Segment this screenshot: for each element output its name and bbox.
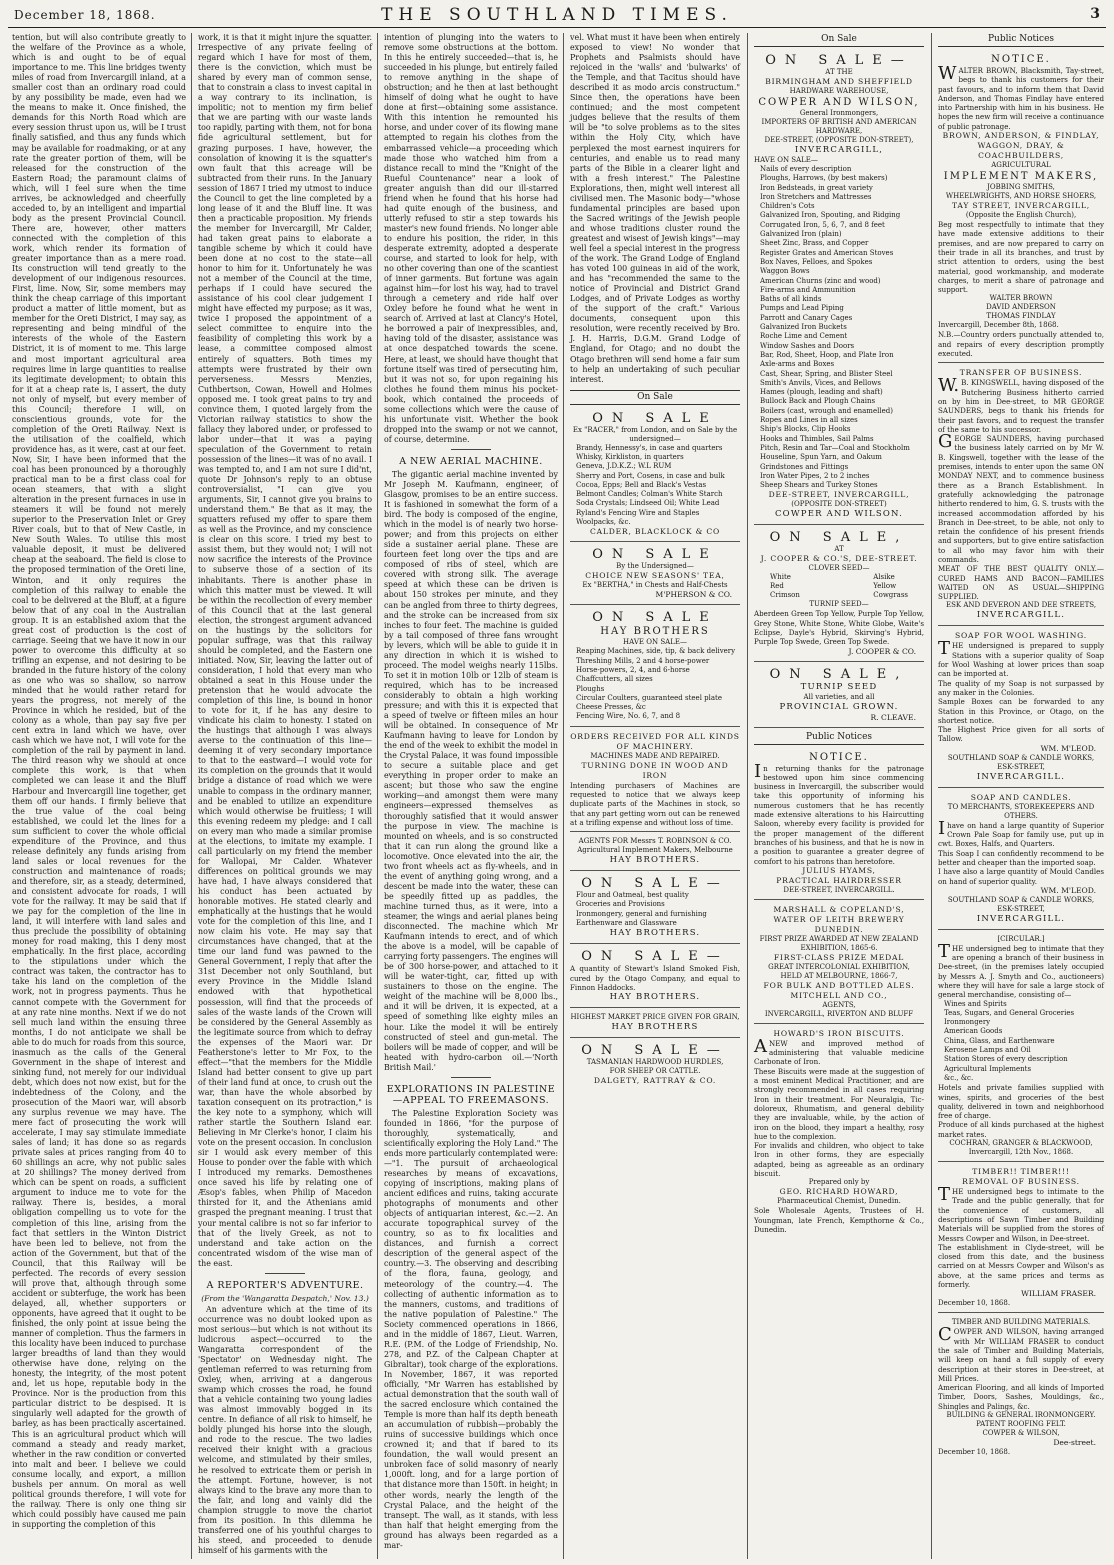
ad-headline: ON SALE— bbox=[581, 949, 729, 965]
ad-signature: CALDER, BLACKLOCK & CO bbox=[589, 527, 721, 537]
ad-signature: WM. M'LEOD. bbox=[1040, 885, 1096, 895]
ad-item: Groceries and Provisions bbox=[576, 900, 665, 909]
advert-removal-of-business bbox=[938, 1165, 1104, 1313]
ad-text: CLOVER SEED— bbox=[808, 564, 870, 573]
ad-item: Yellow bbox=[873, 582, 897, 591]
ad-item: Cocoa, Epps; Bell and Black's Vestas bbox=[576, 480, 707, 489]
ad-text: All varieties, and all bbox=[803, 692, 875, 701]
ad-text: HIGHEST MARKET PRICE GIVEN FOR GRAIN, bbox=[570, 1013, 740, 1022]
ad-item: Flour and Oatmeal, best quality bbox=[576, 891, 689, 900]
advert-transfer-of-business bbox=[938, 366, 1104, 626]
ad-text: AGENTS, bbox=[822, 1000, 856, 1009]
ad-item: Agricultural Implements bbox=[944, 1064, 1032, 1073]
ad-paragraph: THE undersigned begs to intimate to the Trade and the public generally, that for the convenience of customers, all descriptions of Sawn Timber and Building Materials will be supplied from the stores of Messrs Cowper and Wilson, in Dee-street. bbox=[938, 1184, 1104, 1243]
ad-item: Ship's Blocks, Clip Hooks bbox=[760, 425, 851, 434]
ad-item: Pumps and Lead Piping bbox=[760, 304, 844, 313]
article-headline: A NEW AERIAL MACHINE. bbox=[399, 455, 543, 467]
ad-text: FIRST-CLASS PRIZE MEDAL bbox=[773, 952, 905, 962]
ad-item: White bbox=[770, 573, 791, 582]
ad-headline: REMOVAL OF BUSINESS. bbox=[962, 1177, 1080, 1187]
ad-address: (Opposite the English Church), bbox=[965, 211, 1077, 220]
ad-item: Cheese Presses, &c bbox=[576, 703, 646, 712]
ad-item: Sherry and Port, Cosens, in case and bulk bbox=[576, 471, 725, 480]
ad-paragraph: THE undersigned beg to intimate that they are opening a branch of their business in Dee-street, (in the premises lately occupied by Messrs A. J. Smyth and Co., auctioneers) where they will have for sale a large stock of general merchandise, consisting of— bbox=[938, 940, 1104, 1000]
ad-signature: JULIUS HYAMS, bbox=[802, 865, 876, 875]
ad-date: December 10, 1868. bbox=[938, 1447, 1011, 1456]
ad-paragraph: These Biscuits were made at the suggestion of a most eminent Medical Practitioner, and are strongly recommended in all cases requiring Iron in their treatment. For Neuralgia, Tic-doloreux, Rhumatism, and general debility they are invaluable, while, by the action of iron on the blood, they impart a healthy, rosy hue to the complexion. bbox=[754, 1066, 924, 1141]
ad-headline: ON SALE bbox=[592, 547, 718, 563]
ad-text: TURNIP SEED— bbox=[809, 600, 869, 609]
advert-brown-anderson bbox=[938, 51, 1104, 363]
ad-text: TIMBER!! TIMBER!!! bbox=[972, 1167, 1070, 1177]
article-source: (From the 'Wangaratta Despatch,' Nov. 13.) bbox=[201, 1293, 369, 1303]
ad-signature: DALGETY, RATTRAY & CO. bbox=[593, 1076, 717, 1086]
ad-headline: NOTICE. bbox=[991, 54, 1051, 65]
ad-item: Cowgrass bbox=[873, 591, 908, 600]
ad-item: Chaffcutters, all sizes bbox=[576, 675, 653, 684]
ad-address: ESK-STREET, bbox=[997, 904, 1045, 913]
ad-text: INVERCARGILL, bbox=[794, 145, 884, 155]
ad-paragraph: The Highest Price given for all sorts of Tallow. bbox=[938, 725, 1104, 744]
ad-headline: ON SALE bbox=[592, 410, 718, 426]
ad-paragraph: COWPER AND WILSON, having arranged with Mr WILLIAM FRASER to conduct the sale of Timber and Building Materials, will keep on hand a full supply of every description at their stores in Dee-street, at Mill Prices. bbox=[938, 1324, 1104, 1383]
ad-signature: WALTER BROWN bbox=[989, 294, 1053, 303]
ad-text: WATER OF LEITH BREWERY bbox=[773, 914, 905, 924]
ad-text: J. COOPER & CO.'S, DEE-STREET. bbox=[760, 554, 918, 564]
column-divider bbox=[191, 33, 192, 1559]
ad-item: Boilers (cast, wrough and enamelled) bbox=[760, 406, 893, 415]
ad-headline: ON SALE bbox=[592, 610, 718, 626]
article-rule bbox=[451, 1077, 491, 1078]
ad-address: TAY STREET, INVERCARGILL, bbox=[951, 201, 1091, 211]
article-paragraph: An adventure which at the time of its occurrence was no doubt looked upon as most serious—but which is not without its ludicrous aspect—occurred to the Wangaratta correspondent of the 'Spectator' on Wednesday night. The gentleman referred to was returning from Oxley, when, arriving at a dangerous swamp which crosses the road, he found that a vehicle containing two young ladies was almost immovably bogged in its centre. In defiance of all risk to himself, he boldly plunged his horse into the slough, and rode to the rescue. The two ladies received their knight with a gracious welcome, and stimulated by their smiles, he resolved to extricate them or perish in the attempt. Fortune, however, is not always kind to the brave any more than to the fair, and long and vainly did the champion struggle to move the chariot from its position. In this dilemma he transferred one of his youthful charges to his steed, and proceeded to denude himself of his garments with the bbox=[198, 1304, 372, 1555]
ad-paragraph: Hotels and private families supplied with wines, spirits, and groceries of the best quality, delivered in town and neighborhood free of charge. bbox=[938, 1083, 1104, 1121]
ad-text: IMPORTERS OF BRITISH AND AMERICAN HARDWARE, bbox=[761, 118, 917, 135]
ad-headline: HOWARD'S IRON BISCUITS. bbox=[773, 1028, 905, 1038]
ad-text: [CIRCULAR.] bbox=[997, 934, 1045, 943]
ad-text: TASMANIAN HARDWOOD HURDLES, bbox=[586, 1058, 724, 1067]
ad-text: FOR BULK AND BOTTLED ALES. bbox=[763, 980, 915, 990]
ad-headline: ON SALE— bbox=[581, 1043, 729, 1059]
ad-item: Corrugated Iron, 5, 6, 7, and 8 feet bbox=[760, 220, 885, 229]
article-headline: A REPORTER'S ADVENTURE. bbox=[206, 1279, 364, 1291]
article-rule bbox=[451, 449, 491, 450]
ad-item: Ryland's Fencing Wire and Staples bbox=[576, 508, 700, 517]
ad-paragraph: Intending purchasers of Machines are requested to notice that we always keep duplicate parts of the Machines in stock, so that any part getting worn out can be renewed at a trifling expense and without loss of time. bbox=[570, 780, 740, 827]
ad-headline: TRANSFER OF BUSINESS. bbox=[959, 368, 1083, 378]
section-heading: Public Notices bbox=[754, 731, 924, 745]
ad-firm: HAY BROTHERS. bbox=[609, 992, 701, 1003]
advert-cleave bbox=[754, 665, 924, 728]
ad-address: INVERCARGILL. bbox=[976, 610, 1066, 621]
ad-firm: SOUTHLAND SOAP & CANDLE WORKS, bbox=[947, 753, 1095, 762]
ad-text: HAVE ON SALE— bbox=[623, 638, 687, 647]
advert-hyams bbox=[754, 749, 924, 900]
advert-mcpherson bbox=[570, 545, 740, 605]
ad-headline: ON SALE, bbox=[769, 530, 909, 546]
ad-item: Waggon Bows bbox=[760, 267, 810, 276]
article-paragraph: intention of plunging into the waters to remove some obstructions at the bottom. In this he entirely succeeded—that is, he succeeded in his plunge, but entirely failed to remove anything in the shape of obstruction; and he then at last bethought himself of doing what he ought to have done at first—obtaining some assistance. With this intention he remounted his horse, and under cover of its flowing mane attempted to regain his clothes from the embarrassed vehicle—a proceeding which made those who watched him from a distance recall to mind the "Knight of the Rueful Countenance" near a look of greater anguish than did our ill-starred friend when he found that his horse had had quite enough of the business, and utterly refused to stir a step towards his master's new found friends. No longer able to endure his position, the rider, in this desperate extremity, adopted a desperate course, and started to look for help, with no other covering than one of the scantiest of inner garments. But fortune was again against him—for lost his way, had to travel through a cemetery and ride half over Oxley before he found what he went in search of. Arrived at last at Clancy's Hotel, he borrowed a pair of inexpressibles, and, having told of the disaster, assistance was at once despatched towards the scene. Here, at least, we should have thought that fortune itself was tired of persecuting him, but it was not so, for upon regaining his clothes he found them minus his pocket-book, which contained the proceeds of some collections which were the cause of his unfortunate visit. Whether the book dropped into the swamp or not we cannot, of course, determine. bbox=[384, 33, 558, 444]
ad-item: China, Glass, and Earthenware bbox=[944, 1036, 1055, 1045]
ad-text: AT bbox=[834, 545, 844, 554]
ad-signature: R. CLEAVE. bbox=[870, 712, 916, 722]
ad-item: Register Grates and American Stoves bbox=[760, 248, 894, 257]
ad-address: INVERCARGILL. bbox=[976, 771, 1066, 782]
ad-paragraph: The quality of my Soap is not surpassed by any maker in the Colonies. bbox=[938, 678, 1104, 697]
advert-howard-biscuits bbox=[754, 1027, 924, 1238]
ad-item: Box Naves, Felloes, and Spokes bbox=[760, 257, 873, 266]
ad-item: Alsike bbox=[873, 573, 895, 582]
ad-item: Soda Crystals; Lindseed Oil; White Lead bbox=[576, 499, 720, 508]
ad-item: Teas, Sugars, and General Groceries bbox=[944, 1008, 1075, 1017]
column-5 bbox=[750, 33, 928, 1559]
ad-item: Fire-arms and Ammunition bbox=[760, 285, 856, 294]
ad-text: WAGGON, DRAY, & COACHBUILDERS, bbox=[977, 141, 1065, 161]
ad-text: ORDERS RECEIVED FOR ALL KINDS OF MACHINERY. bbox=[570, 731, 740, 751]
column-4 bbox=[566, 33, 744, 1559]
ad-signature: J. COOPER & CO. bbox=[848, 646, 916, 656]
ad-item: Bar, Rod, Sheet, Hoop, and Plate Iron bbox=[760, 350, 894, 359]
ad-signature: COWPER AND WILSON. bbox=[774, 509, 904, 520]
column-divider bbox=[563, 33, 564, 1559]
ad-item: Station Stores of every description bbox=[944, 1055, 1068, 1064]
column-divider bbox=[931, 33, 932, 1559]
ad-item: Galvanized Iron (plain) bbox=[760, 230, 842, 239]
ad-firm: TURNIP SEED bbox=[800, 681, 878, 692]
ad-address: ESK AND DEVERON AND DEE STREETS, bbox=[945, 601, 1097, 610]
ad-item: Nails of every description bbox=[760, 165, 852, 173]
column-6 bbox=[934, 33, 1108, 1559]
ad-paragraph: Beg most respectfully to intimate that they have made extensive additions to their premises, and are now prepared to carry on their trade in all its branches, and trust by strict attention to orders, using the best material, good workmanship, and moderate charges, to merit a share of patronage and support. bbox=[938, 220, 1104, 295]
ad-paragraph: GEORGE SAUNDERS, having purchased the business lately carried on by Mr W. B. Kingswell, together with the lease of the premises, intends to enter upon the same ON MONDAY NEXT, and to commence business there as a Branch Establishment. In gratefully acknowledging the patronage hitherto rendered to him, G. S. trusts with the increased accommodation afforded by his Branch in Dee-street, to be able, not only to retain the confidence of his present friends and supporters, but to give entire satisfaction to all who may favor him with their commands. bbox=[938, 431, 1104, 564]
ad-item: Bullock Back and Plough Chains bbox=[760, 397, 876, 406]
ad-signature: COCHRAN, GRANGER & BLACKWOOD, bbox=[949, 1139, 1093, 1148]
advert-dalgety bbox=[570, 1041, 740, 1090]
ad-firm: HAY BROTHERS. bbox=[609, 855, 701, 866]
clover-seed-list bbox=[754, 573, 924, 600]
advert-cowper-wilson bbox=[754, 51, 924, 525]
ad-text: IMPLEMENT MAKERS, bbox=[943, 171, 1099, 183]
ad-paragraph: N.B.—Country orders punctually attended to, and repairs of every description promptly executed. bbox=[938, 330, 1104, 359]
ad-item: Parrott and Canary Cages bbox=[760, 313, 853, 322]
ad-item: Hooks and Thimbles, Sail Palms bbox=[760, 434, 874, 443]
ad-firm: HAY BROTHERS. bbox=[609, 928, 701, 939]
section-heading: On Sale bbox=[754, 33, 924, 47]
article-paragraph: The gigantic aerial machine invented by Mr Joseph M. Kaufmann, engineer, of Glasgow, promises to be an entire success. It is fashioned in somewhat the form of a bird. The body is composed of the engine, which in the model is of nearly two horse-power; and from this projects on either side a sustainer aerial plane. These are fourteen feet long over the tips and are composed of ribs of steel, which are covered with strong silk. The average speed at which these can be driven is about 150 strokes per minute, and they can be angled from three to thirty degrees, and the stroke can be increased from six inches to four feet. The machine is guided by a tail composed of three fans wrought by levers, which will be able to guide it in any direction in which it is wished to proceed. The model weighs nearly 115lbs. To set it in motion 10lb or 12lb of steam is required, which has to be increased considerably to obtain a high working pressure; and with this it is expected that a speed of twelve or fifteen miles an hour will be obtained. In consequence of Mr Kaufmann having to leave for London by the end of the week to exhibit the model in the Crystal Palace, it was found impossible to secure a suitable place and get everything in proper order to make an ascent; but those who saw the engine working—and amongst them were many engineers—expressed themselves as thoroughly satisfied that it would answer the purpose in view. The machine is mounted on wheels, and is so constructed that it can run along the ground like a locomotive. Once elevated into the air, the two front wheels act as fly-wheels, and in the event of anything going wrong, and a descent be made into the water, these can be speedily fitted up as paddles, the machine turned thus, as it were, into a steamer, the wings and aerial planes being disconnected. The machine which Mr Kaufmann intends to erect, and of which the above is a model, will be capable of carrying forty passengers. The engines will be of 300 horse-power, and attached to it will be water-tight, car, fitted up with sustainers to those on the engine. The weight of the machine will be 8,000 lbs., and it will be driven, it is expected, at a speed of something like eighty miles an hour. Like the model it will be entirely constructed of steel and gun-metal. The boilers will be made of copper, and will be heated with hydro-carbon oil.—'North British Mail.' bbox=[384, 469, 558, 1072]
ad-item: Iron Bedsteads, in great variety bbox=[760, 183, 873, 192]
ad-text: Agricultural Implement Makers, Melbourne bbox=[577, 846, 733, 855]
ad-signature: DAVID ANDERSON bbox=[986, 303, 1056, 312]
ad-firm: HAY BROTHERS bbox=[611, 1022, 699, 1033]
column-divider bbox=[377, 33, 378, 1559]
advert-machinery-orders bbox=[570, 730, 740, 832]
ad-date: December 10, 1868. bbox=[938, 1299, 1011, 1308]
advert-cochran-granger bbox=[938, 933, 1104, 1162]
ad-date: Invercargill, December 8th, 1868. bbox=[938, 321, 1059, 330]
column-1 bbox=[8, 33, 190, 1559]
ad-text: AT THE bbox=[825, 68, 853, 76]
column-2 bbox=[194, 33, 376, 1559]
ad-text: HELD AT MELBOURNE, 1866-7, bbox=[780, 971, 898, 980]
article-paragraph: work, it is that it might injure the squatter. Irrespective of any private feeling of regard which I have for most of them, there is the conviction, which must be shared by every man of common sense, that to constrain a class to invest capital in a way contrary to its inclination, is impolitic; not to mention my firm belief that we are parting with our waste lands too rapidly, parting with them, not for bona fide agricultural settlement, but for grazing purposes. I have, however, the consolation of knowing it is the squatter's own fault that this acreage will be subtracted from their runs. In the January session of 1867 I tried my utmost to induce the Council to get the line completed by a long lease of it and the Bluff line. It was then a practicable proposition. My friends the member for Invercargill, Mr Calder, had taken great pains to elaborate a tangible scheme by which it could have been done at no cost to the state—all honor to him for it. Unfortunately he was not a member of the Council at the time, perhaps if I could have secured the assistance of his cool clear judgement I might have effected my purpose; as it was, twice I proposed the appointment of a select committee to enquire into the feasibility of completing this work by a lease, a committee composed almost entirely of squatters. Both times my attempts were frustrated by their own perverseness. Messrs Menzies, Cuthbertson, Cowan, Howell and Holmes opposed me. I took great pains to try and convince them, I quoted largely from the Victorian railway statistics to show the fallacy they labored under, or professed to labor under—that it was a paying speculation of the Government to retain possession of the lines—it was of no avail. I was tempted to, and I am not sure I did'nt, quote Dr Johnson's reply to an obtuse controversialist, "I can give you arguments, Sir, I cannot give you brains to understand them." Be that as it may, the squatters refused my offer to spare them as well as the Province, and my conscience is clear on this score. I tried my best to assist them, but they would not; I will not now sacrifice the interests of the Province to subserve those of a section of its inhabitants. There is another phase in which this matter must be viewed. It will be within the recollection of every member of this Council that at the last general election, the strongest argument advanced on the hustings by the solicitors for popular suffrage, was that this railway should be completed, and the Eastern one initiated. Now, Sir, leaving the latter out of consideration, I hold that every man who obtained a seat in this House under the pretension that he would advocate the completion of this line, is bound in honor to vote for it, if he has any desire to vindicate his claim to honesty. I stated on the hustings that although I was always averse to the continuation of this line—deeming it of very secondary importance to that to the eastward—I would vote for its completion on the grounds that it would bridge a distance of road which we were unable to compass in the ordinary manner, and be enabled to utilize an expenditure which would otherwise be fruitless; I will this evening redeem my pledge: and I call on every man who made a similar promise at the elections, to imitate my example. I call particularly on my friend the member for Wallopai, Mr Calder. Whatever differences on political grounds we may have had, I have always considered that his conduct has been actuated by honorable motives. He stated clearly and emphatically at the hustings that he would vote for the completion of this line, and I now claim his vote. He may say that circumstances have changed, that at the time our land fund was pawned to the General Government, I reply that after the 31st December not only Southland, but every Province in the Middle Island endowed with that hypothetical possession, will find that the proceeds of sales of the waste lands of the Crown will be considered by the General Assembly as the legitimate source from which to defray the expenses of the Maori war. Dr Featherstone's letter to Mr Fox, to the effect—"that the members for the Middle Island had better consent to give up part of their land fund at once, to crush out the war, than have the whole absorbed by taxation consequent on its protraction," is the key note to a symphony, which will rather startle the Southern Island ear. Believing in Mr Clerke's honor, I claim his vote on the present occasion. In conclusion sir I would ask every member of this House to ponder over the fable with which I introduced my remarks. Demosthenes once saved his life by relating one of Æsop's fables, when Philip of Macedon thirsted for it, and the Athenians amid grasped the pregnant meaning. I trust that your mental calibre is not so far inferior to that of the lively Greek, as not to understand and take action on the concentrated wisdom of the wise man of the east. bbox=[198, 33, 372, 1268]
ad-item: American Goods bbox=[944, 1027, 1003, 1036]
newspaper-title: THE SOUTHLAND TIMES. bbox=[381, 5, 733, 25]
ad-text: AGENTS FOR Messrs T. ROBINSON & CO. bbox=[578, 837, 732, 846]
ad-item: American Churns (zinc and wood) bbox=[760, 276, 881, 285]
ad-text: GREAT INTERCOLONIAL EXHIBITION, bbox=[768, 962, 910, 971]
advert-hay-fish bbox=[570, 947, 740, 1008]
ad-item: &c., &c. bbox=[944, 1073, 974, 1082]
ad-signature: WILLIAM FRASER. bbox=[1021, 1289, 1096, 1299]
ad-text: DUNEDIN. bbox=[814, 924, 864, 934]
ad-paragraph: MEAT OF THE BEST QUALITY ONLY.—CURED HAMS AND BACON—FAMILIES WAITED ON AS USUAL—SHIPPING SUPPLIED. bbox=[938, 564, 1104, 602]
ad-text: MITCHELL AND CO., bbox=[790, 990, 888, 1000]
ad-item: Crimson bbox=[770, 591, 800, 600]
ad-text: JOBBING SMITHS, bbox=[987, 183, 1055, 192]
article-paragraph: The Palestine Exploration Society was founded in 1866, "for the purpose of thoroughly, systematically, and scientifically exploring the Holy Land." The ends more particularly contemplated were:—"1. The pursuit of archaeological researches by means of excavations, copying of inscriptions, making plans of ancient edifices and ruins, taking accurate photographs of monuments and other objects of antiquarian interest, &c.—2. An accurate topographical survey of the country, so as to fix localities and distances, and furnish a correct description of the general aspect of the country.—3. The observing and describing of the flora, fauna, geology, and meteorology of the country.—4. The collecting of authentic information as to the manners, customs, and traditions of the native population of Palestine." The Society commenced operations in 1866, and in the middle of 1867, Lieut. Warren, R.E. (P.M. of the Lodge of Friendship, No. 278, and P.Z. of the Calpean Chapter at Gibraltar), took charge of the explorations. In November, 1867, it was reported officially, "Mr Warren has established by actual demonstration that the south wall of the sacred enclosure which contained the Temple is more than half its depth beneath an accumulation of rubbish—probably the ruins of successive buildings which once crowned it; and that if bared to its foundation, the wall would present an unbroken face of solid masonry of nearly 1,000ft. long, and for a large portion of that distance more than 150ft. in height; in other words, nearly the length of the Crystal Palace, and the height of the transept. The wall, as it stands, with less than half that height emerging from the ground has always been regarded as a mar- bbox=[384, 1108, 558, 1550]
column-divider bbox=[747, 33, 748, 1559]
advert-timber-building bbox=[938, 1316, 1104, 1461]
ad-paragraph: I have also a large quantity of Mould Candles on hand of superior quality. bbox=[938, 867, 1104, 886]
ad-firm: BROWN, ANDERSON, & FINDLAY, bbox=[942, 131, 1100, 141]
ad-signature: GEO. RICHARD HOWARD, bbox=[779, 1187, 899, 1197]
ad-item: Reaping Machines, side, tip, & back delivery bbox=[576, 647, 736, 656]
article-rule bbox=[265, 1273, 305, 1274]
ad-paragraph: American Flooring, and all kinds of Imported Timber, Doors, Sashes, Mouldings, &c., Shingles and Palings, &c. bbox=[938, 1383, 1104, 1411]
ad-address: Dee-street. bbox=[1053, 1437, 1096, 1447]
ad-firm: COWPER AND WILSON, bbox=[758, 97, 920, 108]
ad-item: Axle-arms and Boxes bbox=[760, 360, 835, 369]
ad-text: CHOICE NEW SEASONS' TEA, bbox=[585, 571, 725, 581]
ad-item: Circular Coulters, guaranteed steel plate bbox=[576, 693, 723, 702]
ad-item: Smith's Anvils, Vices, and Bellows bbox=[760, 378, 881, 387]
advert-cooper bbox=[754, 528, 924, 661]
ad-paragraph: Sample Boxes can be forwarded to any Station in this Province, or Otago, on the shortest notice. bbox=[938, 697, 1104, 725]
advert-soap-candles bbox=[938, 791, 1104, 930]
ad-item: Ropes and Lines in all sizes bbox=[760, 416, 858, 425]
article-headline: EXPLORATIONS IN PALESTINE—APPEAL TO FREEMASONS. bbox=[386, 1083, 556, 1106]
masthead bbox=[0, 0, 1114, 30]
ad-paragraph: This Soap I can confidently recommend to be better and cheaper than the imported soap. bbox=[938, 848, 1104, 867]
ad-firm: MARSHALL & COPELAND'S, bbox=[773, 904, 905, 914]
advert-soap-wool bbox=[938, 629, 1104, 787]
advert-hay-groceries bbox=[570, 874, 740, 944]
ad-paragraph: THE undersigned is prepared to supply Stations with a superior quality of Soap for Wool Washing at lower prices than soap can be imported at. bbox=[938, 638, 1104, 679]
ad-text: TO MERCHANTS, STOREKEEPERS AND OTHERS. bbox=[947, 802, 1095, 820]
ad-address: DEE-STREET, INVERCARGILL. bbox=[783, 885, 895, 894]
ad-firm: HAY BROTHERS bbox=[600, 626, 710, 638]
ad-paragraph: Produce of all kinds purchased at the highest market rates. bbox=[938, 1120, 1104, 1139]
ad-paragraph: For invalids and children, who object to take Iron in other forms, they are especially adapted, being as agreeable as an ordinary biscuit. bbox=[754, 1141, 924, 1178]
ad-item: Horse-powers, 2, 4, and 6-horse bbox=[576, 665, 690, 674]
ad-signature: WM. M'LEOD. bbox=[1040, 743, 1096, 753]
ad-text: PATENT ROOFING FELT. bbox=[976, 1419, 1066, 1428]
ad-address: INVERCARGILL, RIVERTON AND BLUFF bbox=[764, 1009, 914, 1018]
ad-text: General Ironmongers, bbox=[799, 109, 879, 117]
ad-item: Red bbox=[770, 582, 784, 591]
page-number: 3 bbox=[1090, 6, 1100, 22]
ad-headline: ON SALE— bbox=[581, 876, 729, 892]
ad-signature: THOMAS FINDLAY bbox=[986, 312, 1056, 321]
ad-headline: ON SALE— bbox=[765, 53, 913, 68]
ad-address: ESK-STREET, bbox=[997, 762, 1045, 771]
ad-item: Ploughs, Harrows, (by best makers) bbox=[760, 174, 888, 183]
ad-paragraph: Sole Wholesale Agents, Trustees of H. Youngman, late French, Kempthorne & Co., Dunedin. bbox=[754, 1206, 924, 1234]
ad-item: Ploughs bbox=[576, 684, 605, 693]
ad-item: Houseline, Spun Yarn, and Oakum bbox=[760, 453, 882, 462]
ad-item: Roche Lime and Cement bbox=[760, 332, 848, 341]
ad-date: Invercargill, 12th Nov., 1868. bbox=[968, 1148, 1074, 1157]
ad-paragraph: W.B. KINGSWELL, having disposed of the Butchering Business hitherto carried on by him in Dee-street, to MR GEORGE SAUNDERS, begs to thank his friends for their past favors, and to request the transfer of the same to his successor. bbox=[938, 375, 1104, 434]
ad-item: Sheep Shears and Turkey Stones bbox=[760, 481, 878, 490]
ad-signature: COWPER & WILSON, bbox=[982, 1428, 1060, 1437]
section-heading: Public Notices bbox=[938, 33, 1104, 47]
ad-paragraph: ANEW and improved method of administering that valuable medicine Carbonate of Iron. bbox=[754, 1035, 924, 1067]
ad-item: Galvanized Iron, Spouting, and Ridging bbox=[760, 211, 901, 220]
ad-text: HARDWARE WAREHOUSE, bbox=[789, 87, 889, 95]
ad-item: Iron Water Pipes, 2 to 2 inches bbox=[760, 471, 870, 480]
ad-text: Prepared only by bbox=[808, 1178, 870, 1187]
ad-paragraph: The establishment in Clyde-street, will be closed from this date, and the business carried on at Messrs Cowper and Wilson's as above, at the same prices and terms as formerly. bbox=[938, 1242, 1104, 1290]
ad-paragraph: WALTER BROWN, Blacksmith, Tay-street, begs to thank his customers for their past favours, and to inform them that David Anderson, and Thomas Findlay have entered into Partnership with him in his business. He hopes the new firm will receive a continuance of public patronage. bbox=[938, 63, 1104, 131]
ad-headline: ON SALE, bbox=[769, 666, 909, 682]
ad-item: Iron Stretchers and Mattresses bbox=[760, 192, 872, 201]
ad-text: Ex "RACER," from London, and on Sale by the undersigned— bbox=[572, 425, 738, 443]
advert-hay-brothers bbox=[570, 608, 740, 726]
ad-item: Geneva, J.D.K.Z.; W.L RUM bbox=[576, 462, 672, 471]
ad-item: Wines and Spirits bbox=[944, 999, 1007, 1008]
ad-signature: M'PHERSON & CO. bbox=[655, 590, 732, 600]
ad-text: PROVINCIAL GROWN. bbox=[779, 701, 899, 712]
ad-item: Ironmongery, general and furnishing bbox=[576, 909, 707, 918]
ad-text: BIRMINGHAM AND SHEFFIELD bbox=[765, 77, 913, 86]
ad-item: Hames (plough, leading and shaft) bbox=[760, 388, 883, 397]
advert-calder bbox=[570, 409, 740, 543]
column-3 bbox=[380, 33, 562, 1559]
ad-item: Children's Cots bbox=[760, 202, 815, 211]
ad-item: Earthenware and Glassware bbox=[576, 919, 677, 928]
ad-text: DEE-STREET, (OPPOSITE DON-STREET), bbox=[764, 136, 914, 144]
ad-item: Ironmongery bbox=[944, 1018, 991, 1027]
section-heading: On Sale bbox=[570, 390, 740, 405]
ad-text: FOR SHEEP OR CATTLE. bbox=[609, 1067, 701, 1076]
ad-text: AGRICULTURAL bbox=[991, 161, 1051, 170]
ad-item: Baths of all kinds bbox=[760, 295, 822, 304]
ad-item: Galvanized Iron Buckets bbox=[760, 323, 847, 332]
ad-item: Window Sashes and Doors bbox=[760, 341, 855, 350]
article-paragraph: tention, but will also contribute greatly to the welfare of the Province as a whole, which is and ought to be of equal importance to me. This line bridges twenty miles of road from Invercargill inland, at a smaller cost than an ordinary road could by any possibility be made, even had we the means to make it. Once finished, the demands for this North Road which are every session thrust upon us, will be I trust finally satisfied, and thus any funds which may be available for roadmaking, or at any rate the greater portion of them, will be released for the construction of the Eastern Road; the paramount claims of which, will I feel sure when the time arrives, be acknowledged and cheerfully acceded to, by an intelligent and impartial body as the present Provincial Council. There are, however, other matters connected with the completion of this work, which render its formation of greater importance than as a mere road. Its construction will tend greatly to the development of our indigenous resources. First, lime. Now, Sir, some members may think the cheap carriage of this important product a matter of little moment, but as member for the Oreti District, I may say, as representing and being mindful of the interests of the whole of the Eastern District, it is of moment to me. This large and most important agricultural area requires lime in large quantities to realise its legitimate development; to obtain this for it at a cheap rate is, I assert, the duty not only of myself, but every member of this Council; therefore I will, on conscientious grounds, vote for the completion of the Oreti Railway. Next is the utilisation of the coalfield, which providence has, as it were, cast at our feet. Now, Sir, I have been informed that the coal has been pronounced by a thoroughly practical man to be a first class coal for ocean steamers, that with a slight alteration in the present furnaces in use in steamers it will be found not merely superior to the Preservation Inlet or Grey River coals, but to that of New Castle, in New South Wales. To utilise this most valuable deposit, it must be delivered cheap at the seaboard. The field is close to the proposed termination of the Oreti line, Winton, and it only requires the completion of this railway to enable the coal to be delivered at the Bluff, at a figure below that of any coal in the Australian group. It is an established axiom that the great cost of production is the cost of carriage. Seeing that we have it now in our power to overcome this difficulty at so trifling an expense, and not desiring to be branded in the future history of the colony as one who was so shallow, so narrow minded that he would rather retard for years the progress, not merely of the Province in which he resided, but of the colony as a whole, than pay say five per cent extra in land which we have, over cash which we have not, I will vote for the completion of the rail by payment in land. The third reason why we should at once complete this work, is that when completed we can lease it and the Bluff Harbour and Invercargill line together, get them off our hands. I firmly believe that the true value of the coal being established, we could let the lines for a sum sufficient to cover the whole official expenditure of the Province, and thus release definitely any funds arising from land sales or local revenues for the construction and maintenance of roads; and therefore, sir, as a steady, determined, and consistent advocate for roads, I will vote for the railway. It may be said that if we pay for the completion of the line in land, it will interfere with land sales and thus preclude the possibility of obtaining money for road making, this I deny most emphatically. In the first place, according to the stipulations under which the contract was taken, the contractor has to take his land on the completion of the work, not in progress payments. Thus he cannot compete with the Government for at any rate nine months. Next if we do not sell much land within the ensuing three months, I do not anticipate we shall be able to do much for roads from this source, inasmuch as the calls of the General Government in the shape of interest and sinking fund, not merely for our individual debt, which does not now exist, but for the indebtedness of the Colony, and the prosecution of the Maori war, will absorb any surplus revenue we may have. The mere fact of prosecuting the work will accelerate, I may say stimulate immediate sales of land; it has done so as regards private sales at prices ranging from 40 to 60 shillings an acre, why not public sales at 20 shillings? The money derived from which can be spent on roads, a sufficient argument to induce me to vote for the railway. There is, besides, a moral obligation compelling us to vote for the completion of this line, arising from the fact that settlers in the Winton District have been led to believe, not from the action of the Government, but that of the Council, that this Railway will be perfected. The records of every session will prove that, although through some accident or subterfuge, the work has been delayed, all, whether supporters or opponents, have agreed that it ought to be finished, the only point at issue being the manner of completion. Thus the farmers in this locality have been induced to purchase larger breadths of land than they would otherwise have done, relying on the honesty, the integrity, of the most potent and, let us hope, reputable body in the Province. Nor is the production from this particular district to be despised. It is singularly well adapted for the growth of barley, as has been practically ascertained. This is an agricultural product which will command a steady and ready market, whether in the raw condition or converted into malt and beer. I believe we could consume locally, and export, a million bushels per annum. On moral as well political grounds therefore, I will vote for the railway. There is only one thing sir which could possibly have caused me pain in supporting the completion of this bbox=[12, 33, 186, 1529]
ad-item: Woolpacks, &c. bbox=[576, 518, 631, 527]
ad-item: Sheet Zinc, Brass, and Copper bbox=[760, 239, 869, 248]
ad-text: Ex "BERTHA," in Chests and Half-Chests bbox=[582, 581, 728, 590]
ad-text: BUILDING & GENERAL IRONMONGERY. bbox=[946, 1410, 1096, 1419]
ad-paragraph: Aberdeen Green Top Yellow, Purple Top Yellow, Grey Stone, White Stone, White Globe, Waite's Eclipse, Dayle's Hybrid, Skirving's Hybrid, Purple Top Swede, Green Top Swede. bbox=[754, 609, 924, 647]
ad-item: Grindstones and Fittings bbox=[760, 462, 849, 471]
article-paragraph: vel. What must it have been when entirely exposed to view! No wonder that Prophets and Psalmists should have rejoiced in the 'walls' and 'bulwarks' of the Temple, and that Tacitus should have described it as modo arcis constructum." Since then, the operations have been continued; and the most competent judges believe that the results of them will be "to solve problems as to the sites within the Holy City, which have perplexed the most earnest inquirers for centuries, and enable us to read many parts of the Bible in a clearer light and with a fresh interest." The Palestine Explorations, then, might well interest all civilised men. The Masonic body—"whose fundamental principles are based upon the Sacred writings of the Jewish people and whose traditions cluster round the greatest and wisest of Jewish kings"—may well feel a special interest in the progress of the work. The Grand Lodge of England has voted 100 guineas in aid of the work, and has "recommended the same to the notice of Provincial and District Grand Lodges, and of Private Lodges as worthy of the support of the craft." Various documents, consequent upon this resolution, were recently received by Bro. J. H. Harris, D.G.M. Grand Lodge of England, for Otago; and no doubt the Otago brethren will send home a fair sum to help an undertaking of such peculiar interest. bbox=[570, 33, 740, 384]
advert-marshall-copeland bbox=[754, 903, 924, 1024]
ad-headline: SOAP AND CANDLES. bbox=[970, 792, 1072, 802]
advert-hay-grain bbox=[570, 1011, 740, 1038]
ad-item: Kerosene Lamps and Oil bbox=[944, 1046, 1031, 1055]
ad-paragraph: In returning thanks for the patronage bestowed upon him since commencing business in Invercargill, the subscriber would take this opportunity of informing his numerous customers that he has recently made extensive alterations to his Haircutting Saloon, whereby every facility is provided for the proper management of the different branches of his business, and that he is now in a position to guarantee a greater degree of comfort to his patrons than heretofore. bbox=[754, 760, 924, 866]
ad-headline: NOTICE. bbox=[809, 751, 869, 763]
ad-address: (OPPOSITE DON-STREET) bbox=[791, 500, 887, 509]
ad-text: TURNING DONE IN WOOD AND IRON bbox=[581, 760, 729, 780]
masthead-rule bbox=[8, 27, 1106, 28]
ad-text: Pharmaceutical Chemist, Dunedin. bbox=[777, 1197, 901, 1206]
ad-item: Belmont Candles; Colman's White Starch bbox=[576, 490, 723, 499]
ad-text: FIRST PRIZE AWARDED AT NEW ZEALAND EXHIBITION, 1865-6. bbox=[759, 934, 919, 952]
ad-item: Pitch, Resin and Tar—Coal and Stockholm bbox=[760, 443, 910, 452]
ad-text: HAVE ON SALE— bbox=[754, 156, 818, 164]
ad-item: Cast, Shear, Spring, and Blister Steel bbox=[760, 369, 893, 378]
ad-address: INVERCARGILL. bbox=[976, 913, 1066, 924]
ad-item: Whisky, Kirkliston, in quarters bbox=[576, 452, 684, 461]
ad-text: By the Undersigned— bbox=[616, 562, 694, 571]
ad-item: Brandy, Hennessy's, in case and quarters bbox=[576, 443, 723, 452]
ad-headline: SOAP FOR WOOL WASHING. bbox=[955, 631, 1087, 641]
ad-firm: SOUTHLAND SOAP & CANDLE WORKS, bbox=[947, 895, 1095, 904]
ad-paragraph: A quantity of Stewart's Island Smoked Fish, cured by the Otago Company, and equal to Finnon Haddocks. bbox=[570, 964, 740, 992]
ad-text: PRACTICAL HAIRDRESSER bbox=[776, 875, 902, 885]
ad-text: WHEELWRIGHTS, AND HORSE SHOERS, bbox=[945, 192, 1097, 201]
issue-date: December 18, 1868. bbox=[14, 8, 156, 22]
ad-address: DEE-STREET, INVERCARGILL, bbox=[768, 490, 910, 500]
ad-paragraph: Ihave on hand a large quantity of Superior Crown Pale Soap for family use, put up in cwt. Boxes, Halfs, and Quarters. bbox=[938, 817, 1104, 849]
ad-text: MACHINES MADE AND REPAIRED. bbox=[590, 751, 720, 760]
ad-headline: TIMBER AND BUILDING MATERIALS. bbox=[951, 1318, 1091, 1327]
ad-item: Threshing Mills, 2 and 4 horse-power bbox=[576, 656, 710, 665]
ad-item: Fencing Wire, No. 6, 7, and 8 bbox=[576, 712, 681, 721]
advert-robinson-agents bbox=[570, 835, 740, 871]
